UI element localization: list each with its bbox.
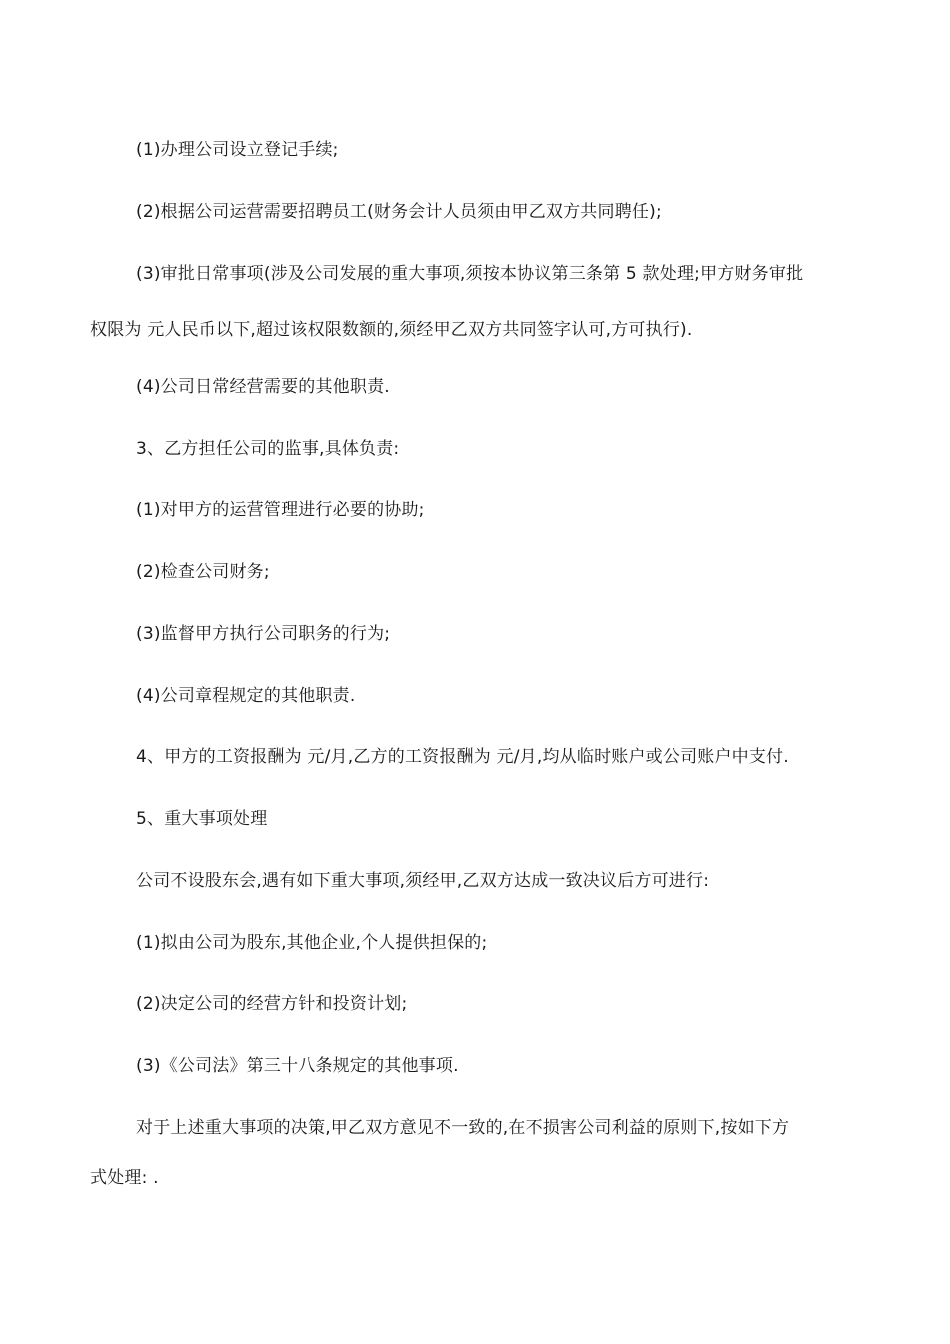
text-line-10: (4)公司章程规定的其他职责.	[136, 686, 356, 706]
text-line-12: 5、重大事项处理	[136, 809, 268, 829]
text-line-11: 4、甲方的工资报酬为 元/月,乙方的工资报酬为 元/月,均从临时账户或公司账户中支付.	[136, 747, 789, 767]
text-line-15: (2)决定公司的经营方针和投资计划;	[136, 994, 408, 1014]
text-line-2: (2)根据公司运营需要招聘员工(财务会计人员须由甲乙双方共同聘任);	[136, 202, 662, 222]
text-line-8: (2)检查公司财务;	[136, 562, 270, 582]
text-line-6: 3、乙方担任公司的监事,具体负责:	[136, 439, 400, 459]
text-line-5: (4)公司日常经营需要的其他职责.	[136, 377, 390, 397]
text-line-13: 公司不设股东会,遇有如下重大事项,须经甲,乙双方达成一致决议后方可进行:	[136, 871, 710, 891]
text-line-1: (1)办理公司设立登记手续;	[136, 140, 339, 160]
text-line-18: 式处理: .	[90, 1168, 159, 1188]
text-line-3: (3)审批日常事项(涉及公司发展的重大事项,须按本协议第三条第 5 款处理;甲方财务审批	[136, 264, 804, 284]
text-line-14: (1)拟由公司为股东,其他企业,个人提供担保的;	[136, 933, 488, 953]
text-line-4: 权限为 元人民币以下,超过该权限数额的,须经甲乙双方共同签字认可,方可执行).	[90, 320, 693, 340]
text-line-17: 对于上述重大事项的决策,甲乙双方意见不一致的,在不损害公司利益的原则下,按如下方	[136, 1118, 790, 1138]
text-line-7: (1)对甲方的运营管理进行必要的协助;	[136, 500, 425, 520]
text-line-9: (3)监督甲方执行公司职务的行为;	[136, 624, 391, 644]
text-line-16: (3)《公司法》第三十八条规定的其他事项.	[136, 1056, 459, 1076]
